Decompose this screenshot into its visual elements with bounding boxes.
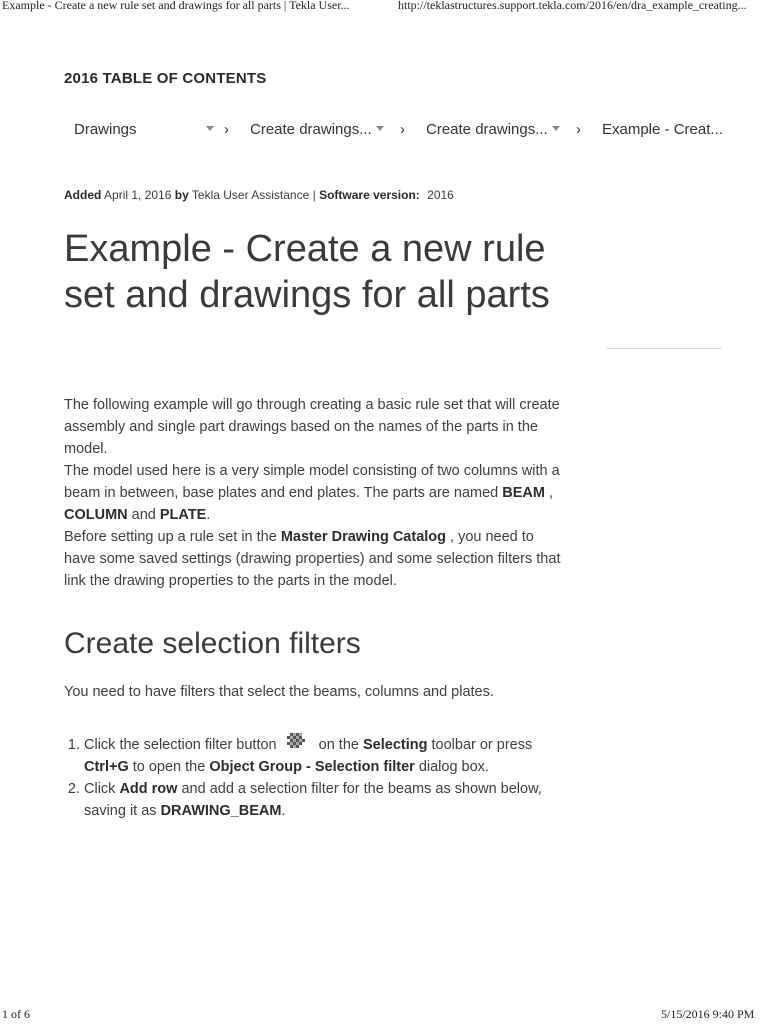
meta-version-label: Software version: — [319, 188, 420, 202]
text-run: . — [206, 507, 211, 523]
text-run: toolbar or press — [427, 737, 533, 753]
table-of-contents-link[interactable]: 2016 TABLE OF CONTENTS — [64, 70, 267, 87]
meta-version: 2016 — [427, 188, 454, 202]
meta-by-label: by — [174, 188, 189, 202]
text-run: Click — [84, 781, 120, 797]
text-run: , you need to have some saved settings (drawing properties) and some selection filters that link the drawing properties to the parts in the model. — [64, 529, 561, 589]
meta-added-label: Added — [64, 188, 102, 202]
step-item — [84, 730, 554, 778]
text-run: and add a selection filter for the beams as shown below, saving it as — [84, 781, 542, 819]
selecting-toolbar: Selecting — [363, 737, 428, 753]
text-run: . — [281, 803, 286, 819]
print-footer-page: 1 of 6 — [2, 1007, 30, 1021]
breadcrumb-item-create-drawings-2[interactable] — [426, 112, 560, 146]
intro-paragraph — [64, 526, 564, 592]
breadcrumb-item-current[interactable] — [602, 112, 734, 146]
breadcrumb-label: Drawings — [74, 120, 137, 138]
breadcrumb-label: Create drawings... — [250, 120, 372, 138]
print-header-title: Example - Create a new rule set and drawings for all parts | Tekla User... — [2, 0, 350, 12]
page-title: Example - Create a new rule set and drawings for all parts — [64, 228, 550, 316]
text-run: on the — [314, 737, 363, 753]
master-drawing-catalog: Master Drawing Catalog — [280, 529, 446, 545]
intro-text — [64, 394, 564, 592]
text-run: to open the — [128, 759, 210, 775]
breadcrumb-item-create-drawings[interactable] — [250, 112, 384, 146]
caret-down-icon — [206, 126, 214, 131]
divider — [606, 348, 722, 349]
part-name-plate: PLATE — [159, 507, 207, 523]
part-name-beam: BEAM — [502, 485, 545, 501]
dialog-name: Object Group - Selection filter — [209, 759, 415, 775]
breadcrumb-item-drawings[interactable] — [74, 112, 210, 146]
add-row-command: Add row — [119, 781, 178, 797]
checkered-filter-icon — [285, 730, 307, 752]
text-run: Before setting up a rule set in the — [64, 529, 281, 545]
part-name-column: COLUMN — [64, 507, 128, 523]
intro-paragraph — [64, 460, 564, 526]
text-run: dialog box. — [414, 759, 489, 775]
step-item — [84, 778, 554, 822]
meta-pipe: | — [312, 188, 316, 202]
caret-down-icon — [552, 126, 560, 131]
breadcrumb — [64, 112, 734, 146]
text-run: The model used here is a very simple model consisting of two columns with a beam in between, base plates and end plates. The parts are named — [64, 463, 560, 501]
print-footer-date: 5/15/2016 9:40 PM — [661, 1007, 755, 1021]
text-run: and — [127, 507, 160, 523]
intro-paragraph: The following example will go through creating a basic rule set that will create assembly and single part drawings based on the names of the parts in the model. — [64, 397, 560, 457]
caret-down-icon — [376, 126, 384, 131]
breadcrumb-label: Example - Creat... — [602, 120, 723, 138]
text-run: Click the selection filter button — [84, 737, 277, 753]
meta-added-date: April 1, 2016 — [104, 188, 172, 202]
print-header-url: http://teklastructures.support.tekla.com/2016/en/dra_example_creating... — [398, 0, 747, 12]
steps-list — [64, 730, 554, 822]
text-run: , — [544, 485, 554, 501]
meta-author: Tekla User Assistance — [191, 188, 310, 202]
filter-name: DRAWING_BEAM — [160, 803, 282, 819]
shortcut-ctrl-g: Ctrl+G — [84, 759, 129, 775]
breadcrumb-separator: › — [576, 121, 581, 138]
breadcrumb-separator: › — [224, 121, 229, 138]
breadcrumb-separator: › — [400, 121, 405, 138]
section-intro: You need to have filters that select the beams, columns and plates. — [64, 684, 494, 700]
breadcrumb-label: Create drawings... — [426, 120, 548, 138]
section-title: Create selection filters — [64, 627, 361, 660]
article-meta — [64, 188, 454, 202]
